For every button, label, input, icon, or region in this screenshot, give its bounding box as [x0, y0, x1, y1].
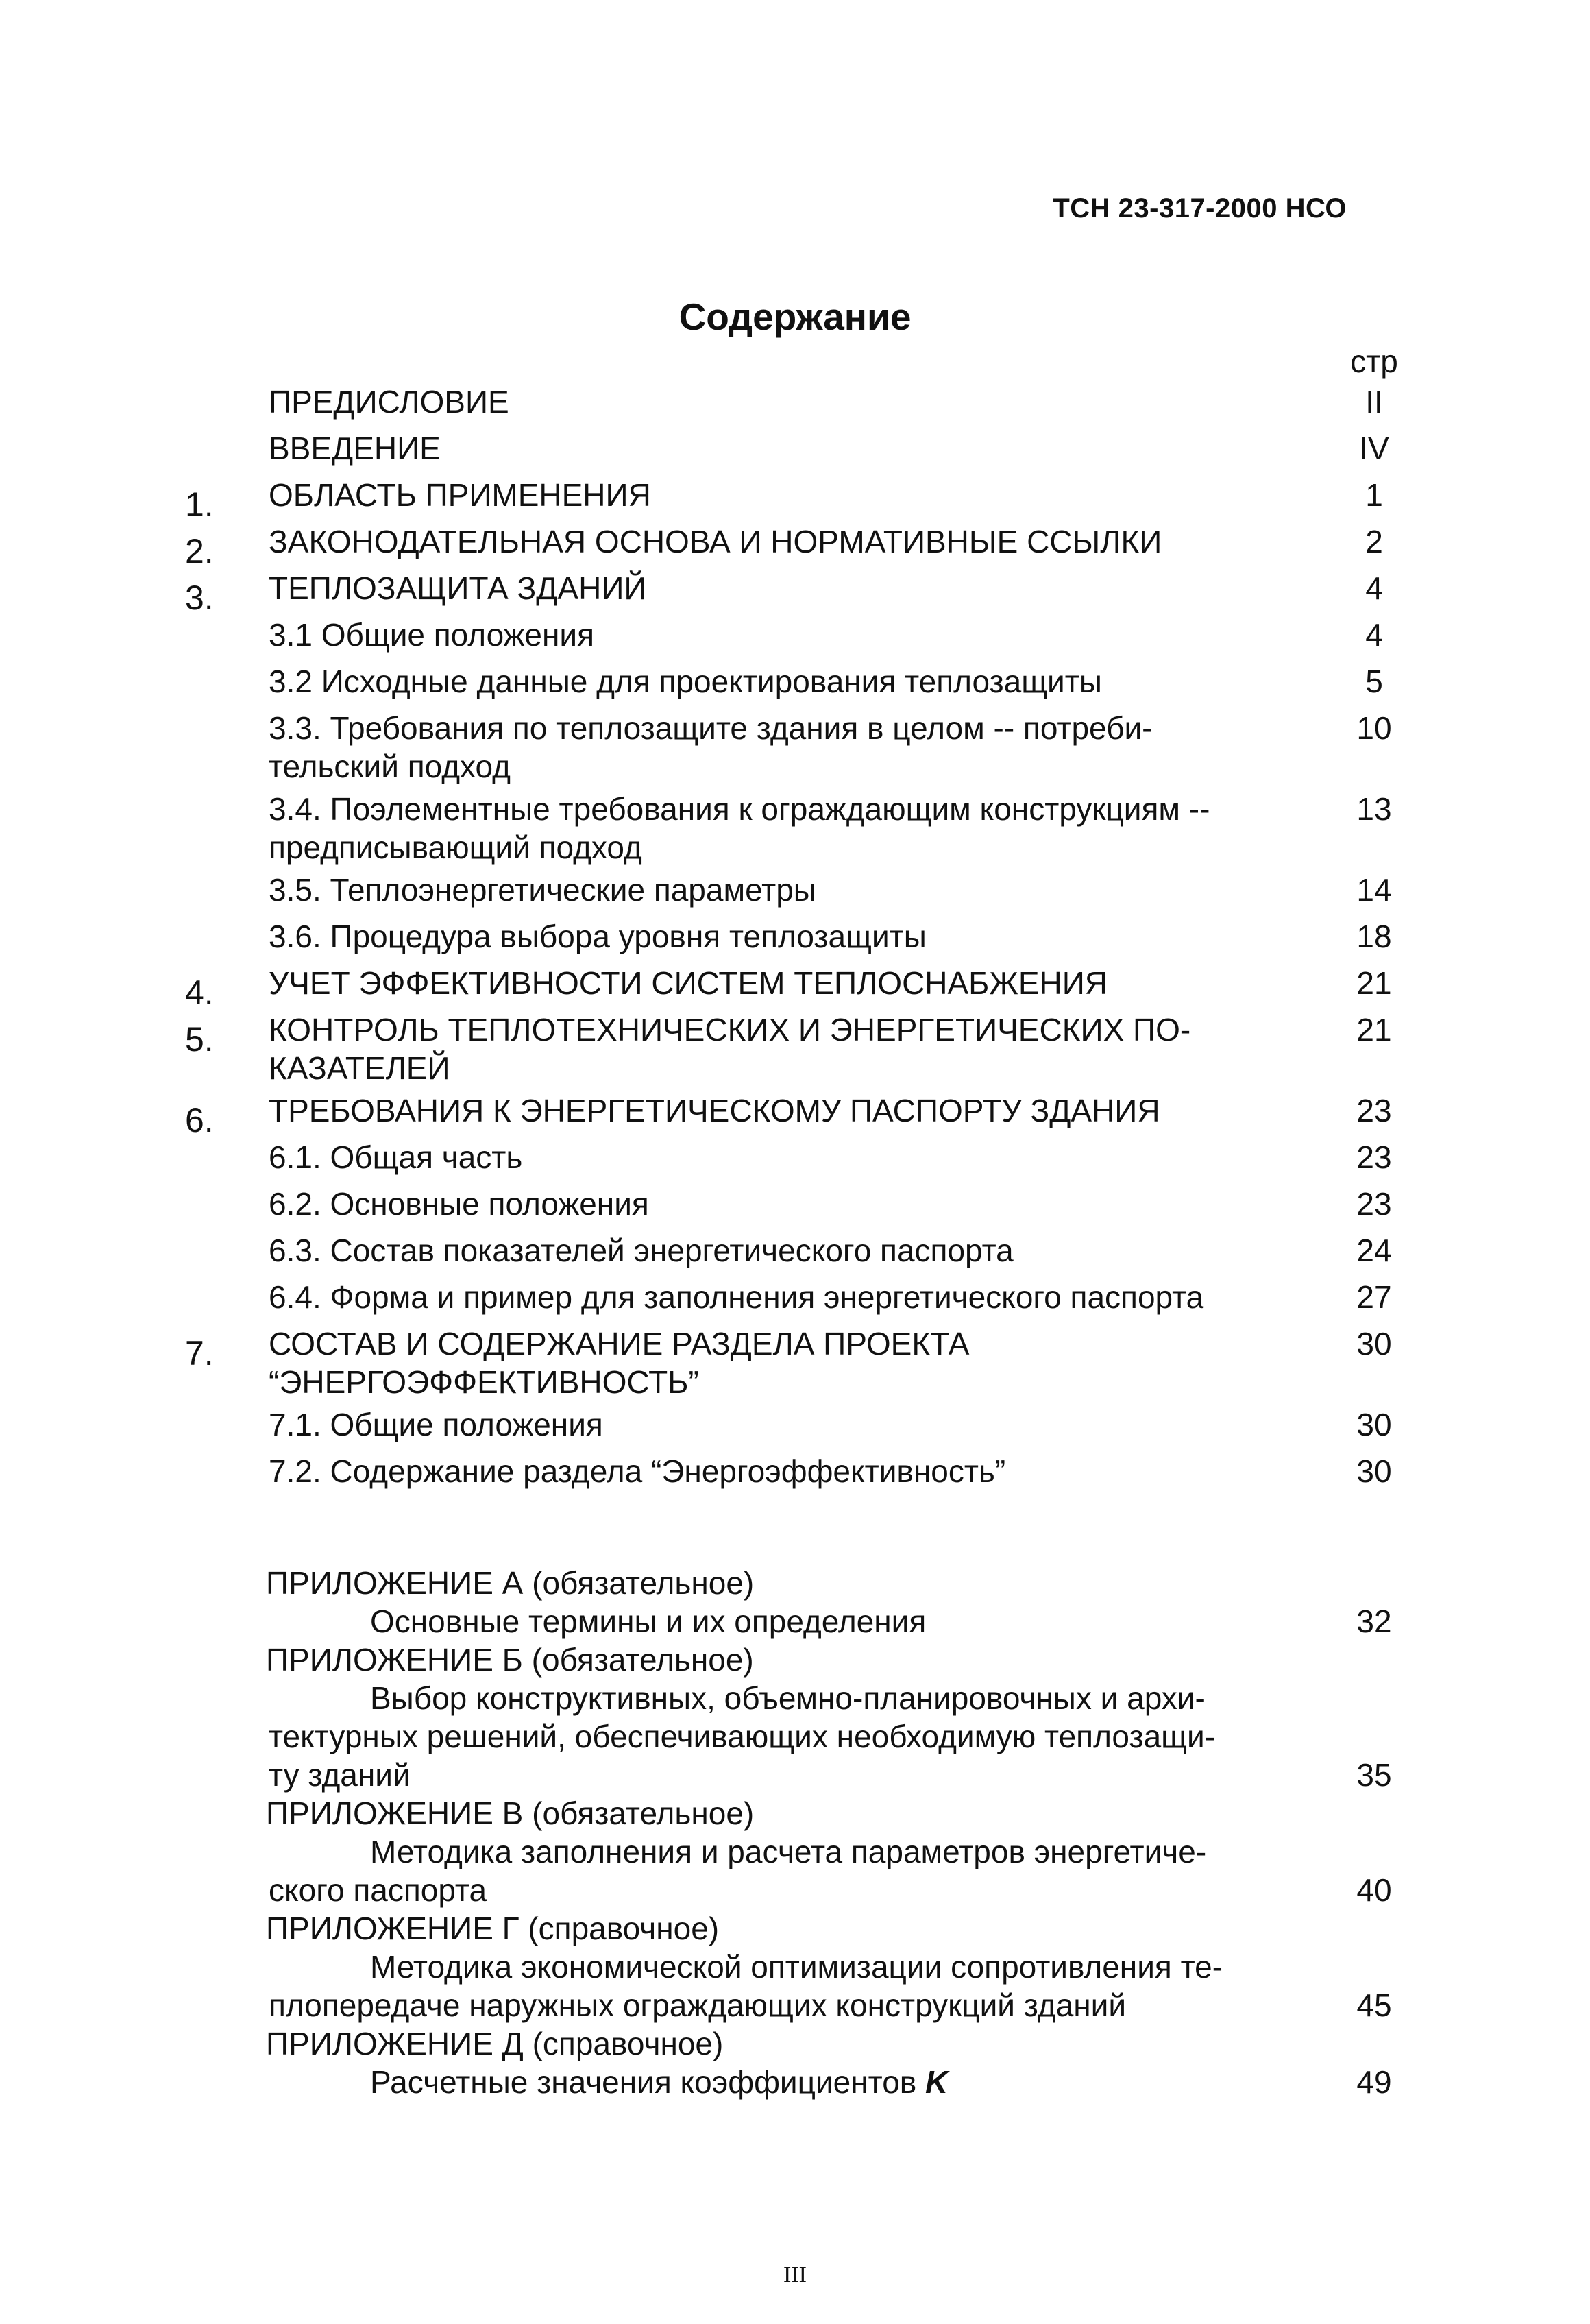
appendix-heading: ПРИЛОЖЕНИЕ Б (обязательное) — [266, 1642, 754, 1678]
section-title — [269, 662, 1304, 701]
spacer — [0, 1499, 1590, 1564]
appendix-description-line: Методика экономической оптимизации сопротивления те- — [370, 1949, 1223, 1985]
page-ref: 4 — [1365, 570, 1383, 606]
appendix-description-line: плопередаче наружных ограждающих конструкций зданий — [269, 1987, 1127, 2023]
page-ref: 10 — [1356, 710, 1392, 746]
page-ref: 21 — [1356, 1012, 1392, 1048]
section-title — [269, 429, 1304, 468]
section-title — [269, 1138, 1304, 1176]
appendix-description-line: ту зданий — [269, 1757, 411, 1793]
toc-entry — [0, 1185, 1590, 1231]
toc-entry — [0, 429, 1590, 476]
section-title-line: тельский подход — [269, 749, 511, 784]
page-ref: 27 — [1356, 1279, 1392, 1315]
toc-entry — [0, 790, 1590, 871]
toc-entry — [0, 1452, 1590, 1499]
section-title — [269, 964, 1304, 1002]
appendix-description-line: Основные термины и их определения — [370, 1603, 927, 1639]
section-title-line: “ЭНЕРГОЭФФЕКТИВНОСТЬ” — [269, 1364, 699, 1400]
appendix-description-text — [269, 1602, 1304, 1641]
appendix-heading: ПРИЛОЖЕНИЕ А (обязательное) — [266, 1565, 755, 1601]
section-title-line: ПРЕДИСЛОВИЕ — [269, 384, 509, 420]
section-title — [269, 522, 1304, 561]
page-ref: 30 — [1356, 1407, 1392, 1442]
toc-entry — [0, 662, 1590, 709]
section-title-line: ТЕПЛОЗАЩИТА ЗДАНИЙ — [269, 570, 647, 606]
section-title-line: 3.1 Общие положения — [269, 617, 595, 653]
toc-entry — [0, 1231, 1590, 1278]
section-title-line: 6.2. Основные положения — [269, 1186, 649, 1222]
appendix-description — [0, 1832, 1590, 1909]
page-ref: 5 — [1365, 664, 1383, 699]
appendix-heading: ПРИЛОЖЕНИЕ Д (справочное) — [266, 2026, 724, 2061]
page-ref: 24 — [1356, 1233, 1392, 1268]
section-number: 2. — [185, 532, 214, 570]
section-title-line: 3.4. Поэлементные требования к ограждающим конструкциям -- — [269, 791, 1210, 827]
appendix-heading-row — [0, 1564, 1590, 1602]
page-number: III — [783, 2262, 807, 2288]
section-title — [269, 1452, 1304, 1490]
toc-entry — [0, 1010, 1590, 1091]
page-ref: IV — [1359, 431, 1389, 466]
appendix-description-line: тектурных решений, обеспечивающих необходимую теплозащи- — [269, 1719, 1216, 1754]
section-title-line: 6.4. Форма и пример для заполнения энергетического паспорта — [269, 1279, 1204, 1315]
section-number: 4. — [185, 973, 214, 1012]
section-title — [269, 383, 1304, 421]
section-title — [269, 616, 1304, 654]
section-title-line: 3.5. Теплоэнергетические параметры — [269, 872, 816, 908]
toc-entry — [0, 476, 1590, 522]
section-title — [269, 1278, 1304, 1316]
section-title-line: СОСТАВ И СОДЕРЖАНИЕ РАЗДЕЛА ПРОЕКТА — [269, 1326, 970, 1361]
section-number: 5. — [185, 1020, 214, 1058]
page-ref: 32 — [1356, 1603, 1392, 1639]
appendix-heading: ПРИЛОЖЕНИЕ В (обязательное) — [266, 1795, 755, 1831]
toc-entry — [0, 709, 1590, 790]
section-title-line: 6.3. Состав показателей энергетического паспорта — [269, 1233, 1014, 1268]
appendix-heading-row — [0, 2024, 1590, 2063]
appendix-description-line: Выбор конструктивных, объемно-планировочных и архи- — [370, 1680, 1206, 1716]
appendix-heading-row — [0, 1641, 1590, 1679]
page-title: Содержание — [678, 295, 912, 338]
page-ref: 13 — [1356, 791, 1392, 827]
page-ref: 4 — [1365, 617, 1383, 653]
section-number: 3. — [185, 579, 214, 617]
coefficient-symbol: K — [925, 2064, 949, 2100]
section-title — [269, 871, 1304, 909]
table-of-contents — [0, 383, 1590, 2101]
page-ref: II — [1365, 384, 1383, 420]
page-ref: 40 — [1356, 1872, 1392, 1908]
section-title — [269, 709, 1304, 786]
appendix-description — [0, 2063, 1590, 2101]
section-title-line: 3.6. Процедура выбора уровня теплозащиты — [269, 919, 927, 954]
section-title — [269, 1091, 1304, 1130]
section-title-line: предписывающий подход — [269, 830, 642, 865]
section-number: 1. — [185, 485, 214, 524]
section-title-line: КАЗАТЕЛЕЙ — [269, 1050, 450, 1086]
document-code: ТСН 23-317-2000 НСО — [1053, 193, 1347, 223]
section-title-line: УЧЕТ ЭФФЕКТИВНОСТИ СИСТЕМ ТЕПЛОСНАБЖЕНИЯ — [269, 965, 1108, 1001]
section-title-line: 7.1. Общие положения — [269, 1407, 603, 1442]
appendix-description — [0, 1948, 1590, 2024]
appendix-heading-row — [0, 1794, 1590, 1832]
page-ref: 2 — [1365, 524, 1383, 559]
toc-entry — [0, 569, 1590, 616]
section-title-line: 3.2 Исходные данные для проектирования теплозащиты — [269, 664, 1102, 699]
toc-entry — [0, 383, 1590, 429]
section-title — [269, 476, 1304, 514]
section-title — [269, 790, 1304, 867]
section-title — [269, 1010, 1304, 1087]
page-ref: 35 — [1356, 1757, 1392, 1793]
appendix-description-text — [269, 2063, 1304, 2101]
toc-entry — [0, 1324, 1590, 1405]
appendix-description-line: Расчетные значения коэффициентов K — [370, 2064, 949, 2100]
page-ref: 30 — [1356, 1453, 1392, 1489]
page-ref: 14 — [1356, 872, 1392, 908]
section-title-line: ТРЕБОВАНИЯ К ЭНЕРГЕТИЧЕСКОМУ ПАСПОРТУ ЗДАНИЯ — [269, 1093, 1160, 1128]
toc-entry — [0, 1138, 1590, 1185]
section-title — [269, 1324, 1304, 1401]
toc-entry — [0, 871, 1590, 917]
page-ref: 21 — [1356, 965, 1392, 1001]
section-title-line: ЗАКОНОДАТЕЛЬНАЯ ОСНОВА И НОРМАТИВНЫЕ ССЫЛКИ — [269, 524, 1162, 559]
toc-entry — [0, 917, 1590, 964]
appendix-description-text — [269, 1948, 1304, 2024]
appendix-description-text — [269, 1679, 1304, 1794]
section-title-line: ВВЕДЕНИЕ — [269, 431, 441, 466]
page-ref: 23 — [1356, 1139, 1392, 1175]
toc-entry — [0, 1091, 1590, 1138]
section-number: 7. — [185, 1334, 214, 1372]
toc-entry — [0, 1278, 1590, 1324]
section-title — [269, 917, 1304, 956]
page-ref: 30 — [1356, 1326, 1392, 1361]
toc-entry — [0, 616, 1590, 662]
section-title — [269, 569, 1304, 607]
section-title — [269, 1185, 1304, 1223]
section-title-line: 3.3. Требования по теплозащите здания в целом -- потреби- — [269, 710, 1153, 746]
page-column-header: стр — [1350, 343, 1398, 379]
section-title — [269, 1405, 1304, 1444]
section-title-line: 6.1. Общая часть — [269, 1139, 523, 1175]
page-ref: 23 — [1356, 1093, 1392, 1128]
section-title — [269, 1231, 1304, 1270]
toc-entry — [0, 522, 1590, 569]
section-title-line: ОБЛАСТЬ ПРИМЕНЕНИЯ — [269, 477, 651, 513]
appendix-description-line: ского паспорта — [269, 1872, 487, 1908]
section-number: 6. — [185, 1101, 214, 1139]
page-ref: 23 — [1356, 1186, 1392, 1222]
toc-entry — [0, 964, 1590, 1010]
page-ref: 45 — [1356, 1987, 1392, 2023]
appendix-heading: ПРИЛОЖЕНИЕ Г (справочное) — [266, 1911, 720, 1946]
page-ref: 18 — [1356, 919, 1392, 954]
page-ref: 1 — [1365, 477, 1383, 513]
appendix-description — [0, 1602, 1590, 1641]
section-title-line: 7.2. Содержание раздела “Энергоэффективность” — [269, 1453, 1006, 1489]
section-title-line: КОНТРОЛЬ ТЕПЛОТЕХНИЧЕСКИХ И ЭНЕРГЕТИЧЕСКИХ ПО- — [269, 1012, 1191, 1048]
appendix-description — [0, 1679, 1590, 1794]
toc-entry — [0, 1405, 1590, 1452]
appendix-heading-row — [0, 1909, 1590, 1948]
page-ref: 49 — [1356, 2064, 1392, 2100]
appendix-description-text — [269, 1832, 1304, 1909]
appendix-description-line: Методика заполнения и расчета параметров энергетиче- — [370, 1834, 1207, 1869]
